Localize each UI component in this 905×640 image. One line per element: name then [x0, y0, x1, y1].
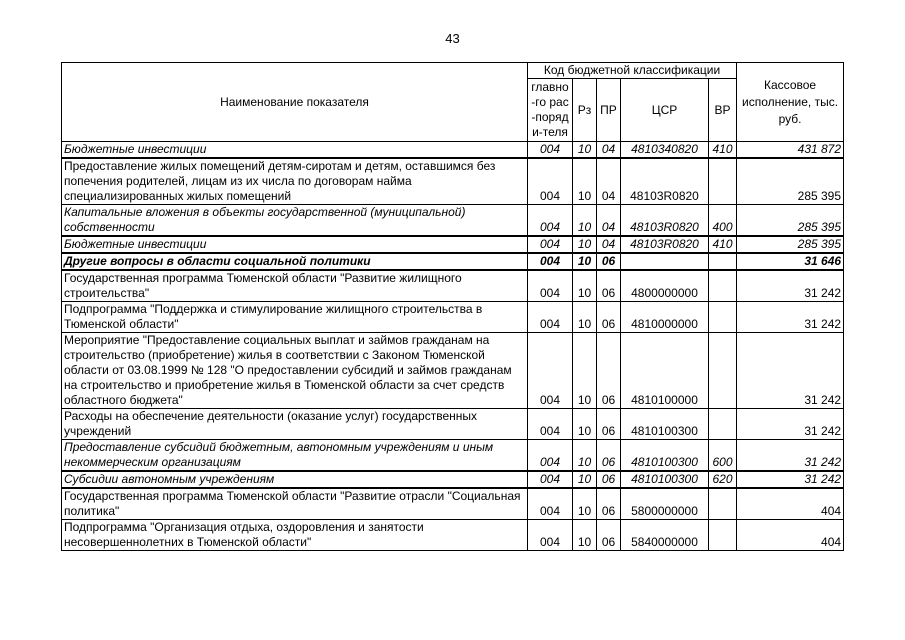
- row-rz: 10: [573, 409, 597, 440]
- table-row: [62, 440, 844, 472]
- row-vr: 410: [709, 142, 737, 159]
- row-pr: 06: [597, 488, 621, 520]
- row-pr: 06: [597, 302, 621, 333]
- row-vr: 620: [709, 471, 737, 488]
- table-row: [62, 488, 844, 520]
- row-vr: [709, 253, 737, 270]
- header-name: Наименование показателя: [62, 63, 528, 142]
- header-glavny: главно-го рас-поряди-теля: [528, 79, 573, 142]
- row-rz: 10: [573, 488, 597, 520]
- budget-table: [61, 62, 844, 551]
- row-gr: 004: [528, 236, 573, 253]
- table-row: [62, 333, 844, 409]
- row-pr: 06: [597, 270, 621, 302]
- table-row: [62, 270, 844, 302]
- row-pr: 06: [597, 520, 621, 551]
- header-amount: Кассовое исполнение, тыс. руб.: [737, 63, 844, 142]
- row-csr: 48103R0820: [621, 158, 709, 205]
- row-name: Подпрограмма "Поддержка и стимулирование жилищного строительства в Тюменской области": [62, 302, 528, 333]
- row-amount: 31 242: [737, 333, 844, 409]
- row-pr: 04: [597, 205, 621, 237]
- row-gr: 004: [528, 471, 573, 488]
- row-vr: 410: [709, 236, 737, 253]
- row-name: Капитальные вложения в объекты государственной (муниципальной) собственности: [62, 205, 528, 237]
- row-name: Предоставление жилых помещений детям-сиротам и детям, оставшимся без попечения родителей, лицам из их числа по договорам найма специализированных жилых помещений: [62, 158, 528, 205]
- row-gr: 004: [528, 333, 573, 409]
- row-name: Бюджетные инвестиции: [62, 236, 528, 253]
- row-amount: 285 395: [737, 158, 844, 205]
- row-vr: [709, 302, 737, 333]
- row-name: Подпрограмма "Организация отдыха, оздоровления и занятости несовершеннолетних в Тюменской области": [62, 520, 528, 551]
- row-csr: 4810100300: [621, 409, 709, 440]
- table-row: [62, 409, 844, 440]
- row-amount: 404: [737, 488, 844, 520]
- row-rz: 10: [573, 253, 597, 270]
- row-csr: 48103R0820: [621, 205, 709, 237]
- row-amount: 31 646: [737, 253, 844, 270]
- table-body: [62, 142, 844, 551]
- row-pr: 04: [597, 236, 621, 253]
- row-csr: 4810100300: [621, 471, 709, 488]
- row-pr: 06: [597, 253, 621, 270]
- row-amount: 31 242: [737, 409, 844, 440]
- row-amount: 31 242: [737, 471, 844, 488]
- page-number: 43: [445, 31, 460, 46]
- row-rz: 10: [573, 270, 597, 302]
- row-rz: 10: [573, 236, 597, 253]
- row-amount: 285 395: [737, 236, 844, 253]
- row-gr: 004: [528, 270, 573, 302]
- row-amount: 31 242: [737, 270, 844, 302]
- row-amount: 285 395: [737, 205, 844, 237]
- row-name: Другие вопросы в области социальной политики: [62, 253, 528, 270]
- row-csr: 48103R0820: [621, 236, 709, 253]
- row-gr: 004: [528, 302, 573, 333]
- header-rz: Рз: [573, 79, 597, 142]
- row-name: Мероприятие "Предоставление социальных выплат и займов гражданам на строительство (приобретение) жилья в соответствии с Законом Тюменской области от 03.08.1999 № 128 "О предоставлении субсидий и займов гражданам на строительство и приобретение жилья в Тюменской области за счет средств областного бюджета": [62, 333, 528, 409]
- row-name: Предоставление субсидий бюджетным, автономным учреждениям и иным некоммерческим организациям: [62, 440, 528, 472]
- row-vr: [709, 333, 737, 409]
- row-csr: 5800000000: [621, 488, 709, 520]
- row-gr: 004: [528, 488, 573, 520]
- row-vr: 400: [709, 205, 737, 237]
- row-vr: [709, 270, 737, 302]
- table-row: [62, 253, 844, 270]
- row-gr: 004: [528, 253, 573, 270]
- row-rz: 10: [573, 302, 597, 333]
- row-pr: 04: [597, 142, 621, 159]
- table-header: [62, 63, 844, 142]
- table-row: [62, 236, 844, 253]
- row-rz: 10: [573, 158, 597, 205]
- row-rz: 10: [573, 520, 597, 551]
- header-csr: ЦСР: [621, 79, 709, 142]
- header-pr: ПР: [597, 79, 621, 142]
- row-csr: 4810340820: [621, 142, 709, 159]
- row-gr: 004: [528, 158, 573, 205]
- row-amount: 31 242: [737, 302, 844, 333]
- row-name: Расходы на обеспечение деятельности (оказание услуг) государственных учреждений: [62, 409, 528, 440]
- table-row: [62, 142, 844, 159]
- row-rz: 10: [573, 440, 597, 472]
- row-gr: 004: [528, 520, 573, 551]
- table-row: [62, 302, 844, 333]
- row-amount: 431 872: [737, 142, 844, 159]
- row-name: Государственная программа Тюменской области "Развитие отрасли "Социальная политика": [62, 488, 528, 520]
- row-vr: [709, 158, 737, 205]
- row-csr: 4810100000: [621, 333, 709, 409]
- row-vr: [709, 409, 737, 440]
- row-csr: 4810100300: [621, 440, 709, 472]
- row-rz: 10: [573, 142, 597, 159]
- row-pr: 06: [597, 333, 621, 409]
- row-pr: 06: [597, 409, 621, 440]
- row-amount: 31 242: [737, 440, 844, 472]
- row-pr: 06: [597, 471, 621, 488]
- row-rz: 10: [573, 205, 597, 237]
- table-row: [62, 520, 844, 551]
- row-rz: 10: [573, 471, 597, 488]
- row-gr: 004: [528, 205, 573, 237]
- header-classification-group: Код бюджетной классификации: [528, 63, 737, 79]
- row-name: Субсидии автономным учреждениям: [62, 471, 528, 488]
- row-vr: 600: [709, 440, 737, 472]
- row-csr: 5840000000: [621, 520, 709, 551]
- row-gr: 004: [528, 142, 573, 159]
- row-vr: [709, 520, 737, 551]
- row-name: Бюджетные инвестиции: [62, 142, 528, 159]
- row-name: Государственная программа Тюменской области "Развитие жилищного строительства": [62, 270, 528, 302]
- row-rz: 10: [573, 333, 597, 409]
- row-gr: 004: [528, 440, 573, 472]
- row-csr: 4800000000: [621, 270, 709, 302]
- row-amount: 404: [737, 520, 844, 551]
- row-pr: 04: [597, 158, 621, 205]
- row-csr: [621, 253, 709, 270]
- row-pr: 06: [597, 440, 621, 472]
- row-vr: [709, 488, 737, 520]
- table-row: [62, 158, 844, 205]
- row-csr: 4810000000: [621, 302, 709, 333]
- row-gr: 004: [528, 409, 573, 440]
- header-vr: ВР: [709, 79, 737, 142]
- table-row: [62, 205, 844, 237]
- table-row: [62, 471, 844, 488]
